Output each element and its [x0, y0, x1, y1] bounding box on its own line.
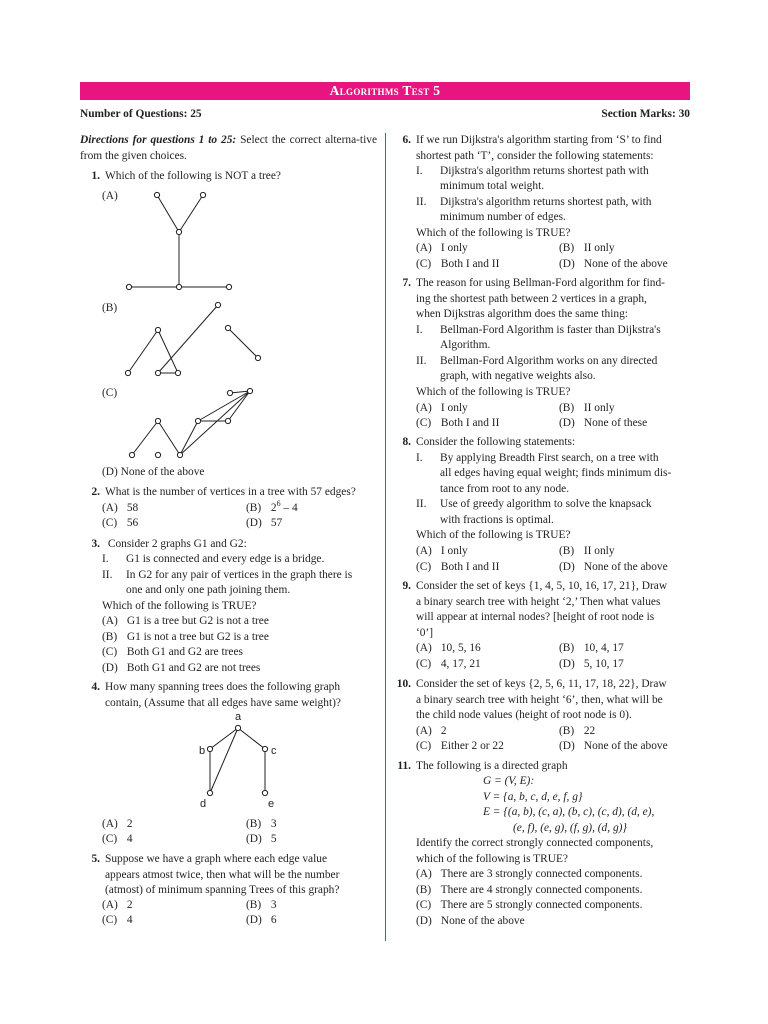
- column-divider: [385, 133, 386, 941]
- question-10: 10. Consider the set of keys {2, 5, 6, 11, 17, 18, 22}, Draw a binary search tree with height ‘6’, then, what will be the child node values (height of root node is 0).: [396, 678, 667, 722]
- q2-option-c[interactable]: (C) 56: [102, 517, 139, 529]
- q4-node-b: b: [199, 745, 206, 757]
- q7-option-b[interactable]: (B) II only: [559, 402, 615, 414]
- q8-option-b[interactable]: (B) II only: [559, 545, 615, 557]
- q8-option-d[interactable]: (D) None of the above: [559, 561, 668, 573]
- number-of-questions: Number of Questions: 25: [80, 108, 202, 120]
- q6-option-d[interactable]: (D) None of the above: [559, 258, 668, 270]
- q1-graph-a: [120, 189, 260, 299]
- test-title-banner: Algorithms Test 5: [80, 82, 690, 100]
- q3-statement-i: I. G1 is connected and every edge is a bridge.: [102, 553, 325, 565]
- directions-lead: Directions for questions 1 to 25:: [80, 134, 237, 146]
- q6-statement-ii: II. Dijkstra's algorithm returns shortest path, with: [416, 196, 652, 208]
- q8-statement-i-cont2: tance from root to any node.: [440, 483, 570, 495]
- q1-graph-c: [120, 383, 270, 463]
- q11-option-b[interactable]: (B) There are 4 strongly connected components.: [416, 884, 643, 896]
- q4-graph: [198, 711, 278, 816]
- q11-edge-set: E = {(a, b), (c, a), (b, c), (c, d), (d, e),: [483, 806, 655, 818]
- q7-statement-ii: II. Bellman-Ford Algorithm works on any directed: [416, 355, 658, 367]
- question-number: 2.: [91, 486, 100, 498]
- q11-edge-set-cont: (e, f), (e, g), (f, g), (d, g)}: [513, 822, 627, 834]
- question-9: 9. Consider the set of keys {1, 4, 5, 10, 16, 17, 21}, Draw a binary search tree with height ‘2,’ Then what values will appear at internal nodes? [height of root node is ‘0’]: [402, 580, 668, 639]
- q1-option-d: (D) None of the above: [102, 466, 205, 478]
- q11-graph-def: G = (V, E):: [483, 775, 535, 787]
- q6-option-c[interactable]: (C) Both I and II: [416, 258, 500, 270]
- q6-statement-i-cont: minimum total weight.: [440, 180, 545, 192]
- q7-option-c[interactable]: (C) Both I and II: [416, 417, 500, 429]
- directions: [80, 133, 377, 164]
- q7-statement-i-cont: Algorithm.: [440, 339, 491, 351]
- q10-option-c[interactable]: (C) Either 2 or 22: [416, 740, 504, 752]
- q8-statement-ii-cont: with fractions is optimal.: [440, 514, 554, 526]
- q5-option-b[interactable]: (B) 3: [246, 899, 277, 911]
- q9-option-d[interactable]: (D) 5, 10, 17: [559, 658, 624, 670]
- q3-ask: Which of the following is TRUE?: [102, 600, 257, 612]
- section-marks: Section Marks: 30: [601, 108, 690, 120]
- q8-statement-i: I. By applying Breadth First search, on a tree with: [416, 452, 659, 464]
- question-11: 11. The following is a directed graph: [397, 760, 568, 772]
- question-8: 8. Consider the following statements:: [402, 436, 576, 448]
- q3-statement-ii-cont: one and only one path joining them.: [126, 584, 291, 596]
- q10-option-b[interactable]: (B) 22: [559, 725, 596, 737]
- q11-ask-2: which of the following is TRUE?: [416, 853, 568, 865]
- q9-option-a[interactable]: (A) 10, 5, 16: [416, 642, 481, 654]
- question-number: 1.: [91, 170, 100, 182]
- q7-option-d[interactable]: (D) None of these: [559, 417, 648, 429]
- question-3: 3. Consider 2 graphs G1 and G2:: [91, 538, 247, 550]
- question-text: What is the number of vertices in a tree with 57 edges?: [105, 486, 356, 498]
- q6-option-a[interactable]: (A) I only: [416, 242, 468, 254]
- q4-node-e: e: [268, 798, 275, 810]
- q1-option-a-label: (A): [102, 190, 118, 202]
- q3-option-a[interactable]: (A) G1 is a tree but G2 is not a tree: [102, 615, 269, 627]
- question-4: 4. How many spanning trees does the following graph contain, (Assume that all edges have same weight)?: [91, 681, 341, 709]
- q4-option-a[interactable]: (A) 2: [102, 818, 133, 830]
- q11-option-c[interactable]: (C) There are 5 strongly connected components.: [416, 899, 643, 911]
- question-text: Which of the following is NOT a tree?: [105, 170, 281, 182]
- q2-option-d[interactable]: (D) 57: [246, 517, 283, 529]
- question-6: 6. If we run Dijkstra's algorithm starting from ‘S’ to find shortest path ‘T’, consider the following statements:: [402, 134, 662, 162]
- question-7: 7. The reason for using Bellman-Ford algorithm for find- ing the shortest path between 2 vertices in a graph, when Dijkstras algorithm does the same thing:: [402, 277, 665, 321]
- q7-statement-ii-cont: graph, with negative weights also.: [440, 370, 596, 382]
- q11-vertex-set: V = {a, b, c, d, e, f, g}: [483, 791, 583, 803]
- q10-option-d[interactable]: (D) None of the above: [559, 740, 668, 752]
- q8-statement-ii: II. Use of greedy algorithm to solve the knapsack: [416, 498, 652, 510]
- q8-statement-i-cont: all edges having equal weight; finds minimum dis-: [440, 467, 672, 479]
- question-1: [80, 169, 377, 185]
- q6-statement-ii-cont: minimum number of edges.: [440, 211, 566, 223]
- q10-option-a[interactable]: (A) 2: [416, 725, 447, 737]
- q7-option-a[interactable]: (A) I only: [416, 402, 468, 414]
- q8-ask: Which of the following is TRUE?: [416, 529, 571, 541]
- q8-option-c[interactable]: (C) Both I and II: [416, 561, 500, 573]
- q9-option-c[interactable]: (C) 4, 17, 21: [416, 658, 481, 670]
- q5-option-c[interactable]: (C) 4: [102, 914, 133, 926]
- q4-option-b[interactable]: (B) 3: [246, 818, 277, 830]
- q2-option-b[interactable]: (B) $2^6 - 4$: [246, 499, 298, 514]
- q3-option-c[interactable]: (C) Both G1 and G2 are trees: [102, 646, 243, 658]
- q4-node-a: a: [235, 711, 242, 723]
- question-2: [80, 485, 377, 501]
- q1-graph-b: [120, 298, 270, 378]
- q11-ask-1: Identify the correct strongly connected components,: [416, 837, 654, 849]
- q5-option-a[interactable]: (A) 2: [102, 899, 133, 911]
- q11-option-a[interactable]: (A) There are 3 strongly connected components.: [416, 868, 643, 880]
- q4-option-d[interactable]: (D) 5: [246, 833, 277, 845]
- q9-option-b[interactable]: (B) 10, 4, 17: [559, 642, 624, 654]
- q1-option-b-label: (B): [102, 302, 118, 314]
- q3-statement-ii: II. In G2 for any pair of vertices in the graph there is: [102, 569, 353, 581]
- question-5: 5. Suppose we have a graph where each edge value appears atmost twice, then what will be the number (atmost) of minimum spanning Trees of this graph?: [91, 853, 340, 897]
- q6-statement-i: I. Dijkstra's algorithm returns shortest path with: [416, 165, 649, 177]
- q4-option-c[interactable]: (C) 4: [102, 833, 133, 845]
- q8-option-a[interactable]: (A) I only: [416, 545, 468, 557]
- q2-option-a[interactable]: (A) 58: [102, 502, 139, 514]
- q3-option-d[interactable]: (D) Both G1 and G2 are not trees: [102, 662, 261, 674]
- q6-ask: Which of the following is TRUE?: [416, 227, 571, 239]
- q7-ask: Which of the following is TRUE?: [416, 386, 571, 398]
- q5-option-d[interactable]: (D) 6: [246, 914, 277, 926]
- q7-statement-i: I. Bellman-Ford Algorithm is faster than Dijkstra's: [416, 324, 661, 336]
- q1-option-c-label: (C): [102, 387, 118, 399]
- q4-node-d: d: [200, 798, 207, 810]
- directions-text: Select the correct alterna-tive from the given choices.: [80, 134, 378, 162]
- q6-option-b[interactable]: (B) II only: [559, 242, 615, 254]
- q11-option-d[interactable]: (D) None of the above: [416, 915, 525, 927]
- q4-node-c: c: [271, 745, 277, 757]
- q3-option-b[interactable]: (B) G1 is not a tree but G2 is a tree: [102, 631, 269, 643]
